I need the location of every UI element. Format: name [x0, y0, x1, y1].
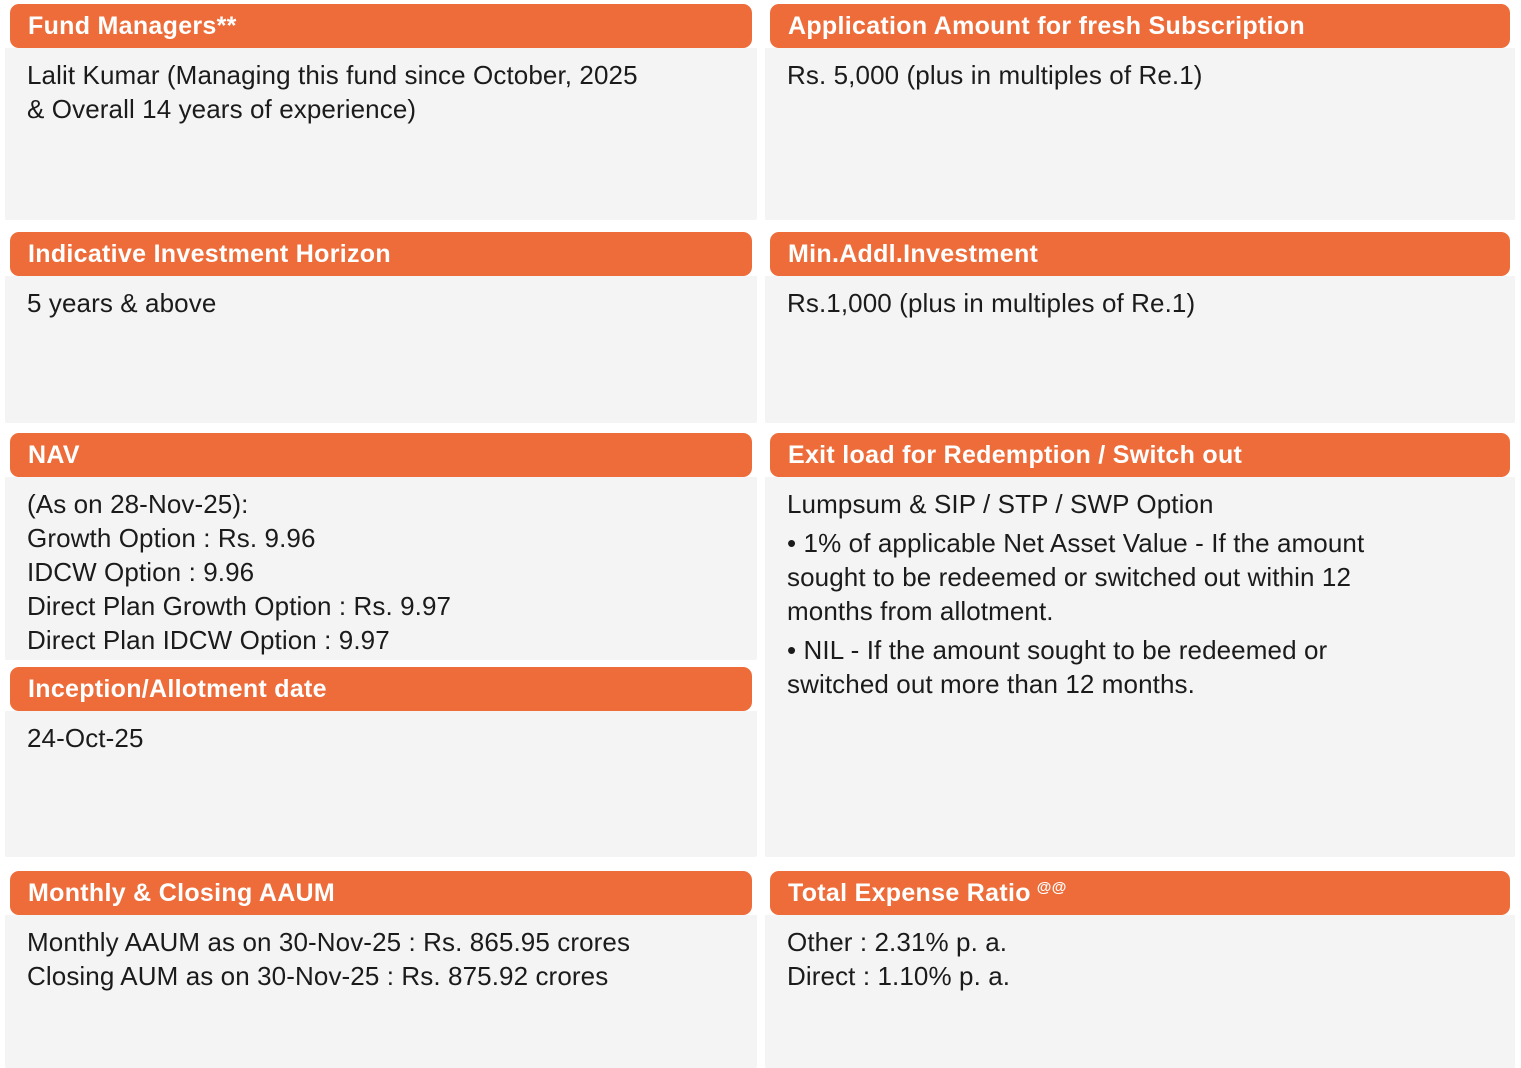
section-nav — [5, 433, 757, 660]
text-line: Growth Option : Rs. 9.96 — [27, 523, 316, 553]
application-amount-header — [770, 4, 1510, 48]
text-line: 24-Oct-25 — [27, 723, 144, 753]
fund-managers-header — [10, 4, 752, 48]
investment-horizon-title: Indicative Investment Horizon — [28, 239, 391, 268]
text-line: Lalit Kumar (Managing this fund since October, 2025 — [27, 60, 638, 90]
fund-managers-title: Fund Managers** — [28, 11, 237, 40]
bullet-text-line: • NIL - If the amount sought to be redeemed or — [787, 635, 1328, 665]
section-inception-date — [5, 667, 757, 857]
text-line: IDCW Option : 9.96 — [27, 557, 255, 587]
text-line: Direct Plan IDCW Option : 9.97 — [27, 625, 390, 655]
total-expense-ratio-superscript: @@ — [1036, 878, 1067, 896]
text-line: Closing AUM as on 30-Nov-25 : Rs. 875.92 crores — [27, 961, 609, 991]
section-fund-managers — [5, 4, 757, 220]
nav-header — [10, 433, 752, 477]
text-line: Other : 2.31% p. a. — [787, 927, 1008, 957]
text-line: Direct : 1.10% p. a. — [787, 961, 1011, 991]
fund-managers-body — [5, 48, 757, 220]
section-total-expense-ratio — [765, 871, 1515, 1068]
right-column — [765, 4, 1515, 1068]
text-line: months from allotment. — [787, 596, 1054, 626]
text-line: Lumpsum & SIP / STP / SWP Option — [787, 489, 1214, 519]
total-expense-ratio-title-text: Total Expense Ratio — [788, 878, 1031, 907]
min-addl-investment-title: Min.Addl.Investment — [788, 239, 1039, 268]
section-min-addl-investment — [765, 232, 1515, 423]
total-expense-ratio-header — [770, 871, 1510, 915]
section-investment-horizon — [5, 232, 757, 423]
investment-horizon-body — [5, 276, 757, 423]
bullet-text-line: • 1% of applicable Net Asset Value - If the amount — [787, 528, 1365, 558]
min-addl-investment-header — [770, 232, 1510, 276]
section-exit-load — [765, 433, 1515, 857]
text-line: switched out more than 12 months. — [787, 669, 1195, 699]
aaum-body — [5, 915, 757, 1068]
application-amount-title: Application Amount for fresh Subscription — [788, 11, 1305, 40]
total-expense-ratio-body — [765, 915, 1515, 1068]
nav-body — [5, 477, 757, 660]
exit-load-body — [765, 477, 1515, 857]
inception-date-header — [10, 667, 752, 711]
text-line: Direct Plan Growth Option : Rs. 9.97 — [27, 591, 452, 621]
text-line: Rs.1,000 (plus in multiples of Re.1) — [787, 288, 1196, 318]
aaum-header — [10, 871, 752, 915]
nav-title: NAV — [28, 440, 80, 469]
section-monthly-closing-aaum — [5, 871, 757, 1068]
inception-date-title: Inception/Allotment date — [28, 674, 327, 703]
text-line: & Overall 14 years of experience) — [27, 94, 417, 124]
left-column — [5, 4, 757, 1068]
inception-date-body — [5, 711, 757, 857]
text-line: Monthly AAUM as on 30-Nov-25 : Rs. 865.95 crores — [27, 927, 631, 957]
investment-horizon-header — [10, 232, 752, 276]
text-line: sought to be redeemed or switched out within 12 — [787, 562, 1352, 592]
section-application-amount — [765, 4, 1515, 220]
total-expense-ratio-title — [788, 879, 1067, 908]
text-line: Rs. 5,000 (plus in multiples of Re.1) — [787, 60, 1203, 90]
text-line: 5 years & above — [27, 288, 217, 318]
exit-load-title: Exit load for Redemption / Switch out — [788, 440, 1243, 469]
application-amount-body — [765, 48, 1515, 220]
aaum-title: Monthly & Closing AAUM — [28, 878, 336, 907]
min-addl-investment-body — [765, 276, 1515, 423]
exit-load-header — [770, 433, 1510, 477]
text-line: (As on 28-Nov-25): — [27, 489, 249, 519]
